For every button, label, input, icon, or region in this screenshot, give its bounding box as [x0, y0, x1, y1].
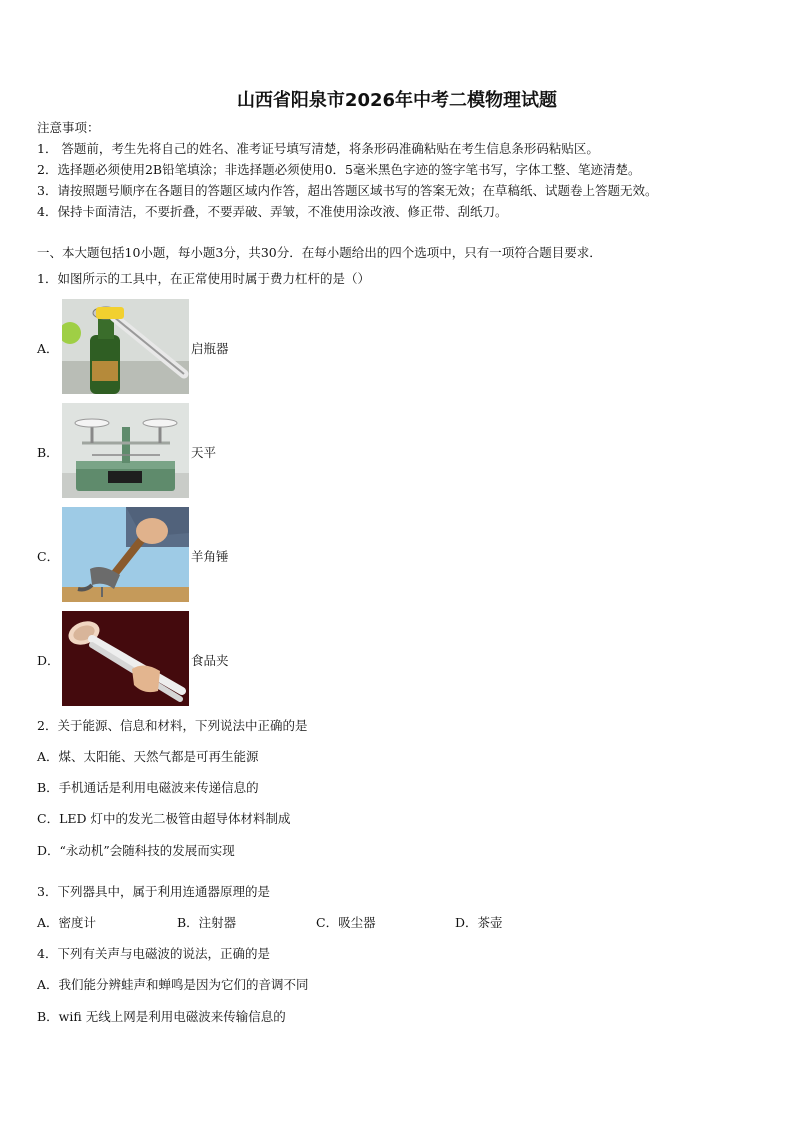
q2-option-b: B．手机通话是利用电磁波来传递信息的 [37, 780, 259, 795]
q1-option-a-letter: A． [37, 341, 59, 356]
balance-scale-icon [62, 403, 189, 498]
q1-option-d-letter: D． [37, 653, 60, 668]
bottle-opener-icon [62, 299, 189, 394]
question-2-stem: 2．关于能源、信息和材料，下列说法中正确的是 [37, 718, 308, 733]
food-tongs-image [62, 611, 189, 706]
q1-option-d-label: 食品夹 [191, 653, 229, 668]
notice-heading: 注意事项： [37, 120, 100, 135]
question-4-stem: 4．下列有关声与电磁波的说法，正确的是 [37, 946, 270, 961]
bottle-opener-image [62, 299, 189, 394]
notice-item: 4．保持卡面清洁，不要折叠，不要弄破、弄皱，不准使用涂改液、修正带、刮纸刀。 [37, 204, 508, 219]
notice-item: 2．选择题必须使用2B铅笔填涂；非选择题必须使用0．5毫米黑色字迹的签字笔书写，字体工整、笔迹清楚。 [37, 162, 641, 177]
section-heading: 一、本大题包括10小题，每小题3分，共30分．在每小题给出的四个选项中，只有一项符合题目要求． [37, 245, 602, 260]
q1-option-c-label: 羊角锤 [191, 549, 229, 564]
question-1-stem: 1．如图所示的工具中，在正常使用时属于费力杠杆的是（） [37, 271, 370, 286]
q3-option-d: D．茶壶 [455, 915, 503, 930]
q1-option-b-letter: B． [37, 445, 59, 460]
food-tongs-icon [62, 611, 189, 706]
q3-option-c: C．吸尘器 [316, 915, 376, 930]
page-title: 山西省阳泉市2026年中考二模物理试题 [236, 90, 558, 111]
notice-item: 1． 答题前，考生先将自己的姓名、准考证号填写清楚，将条形码准确粘贴在考生信息条形码粘贴区。 [37, 141, 599, 156]
q1-option-b-label: 天平 [191, 445, 217, 460]
notice-item: 3．请按照题号顺序在各题目的答题区域内作答，超出答题区域书写的答案无效；在草稿纸、试题卷上答题无效。 [37, 183, 658, 198]
balance-scale-image [62, 403, 189, 498]
q1-option-a-label: 启瓶器 [191, 341, 229, 356]
q2-option-d: D．“永动机”会随科技的发展而实现 [37, 843, 235, 858]
question-3-stem: 3．下列器具中，属于利用连通器原理的是 [37, 884, 270, 899]
q3-option-b: B．注射器 [177, 915, 237, 930]
q1-option-c-letter: C． [37, 549, 60, 564]
claw-hammer-image [62, 507, 189, 602]
q2-option-c: C．LED 灯中的发光二极管由超导体材料制成 [37, 811, 291, 826]
q3-option-a: A．密度计 [37, 915, 97, 930]
q4-option-b: B．wifi 无线上网是利用电磁波来传输信息的 [37, 1009, 286, 1024]
claw-hammer-icon [62, 507, 189, 602]
q4-option-a: A．我们能分辨蛙声和蝉鸣是因为它们的音调不同 [37, 977, 309, 992]
q2-option-a: A．煤、太阳能、天然气都是可再生能源 [37, 749, 259, 764]
